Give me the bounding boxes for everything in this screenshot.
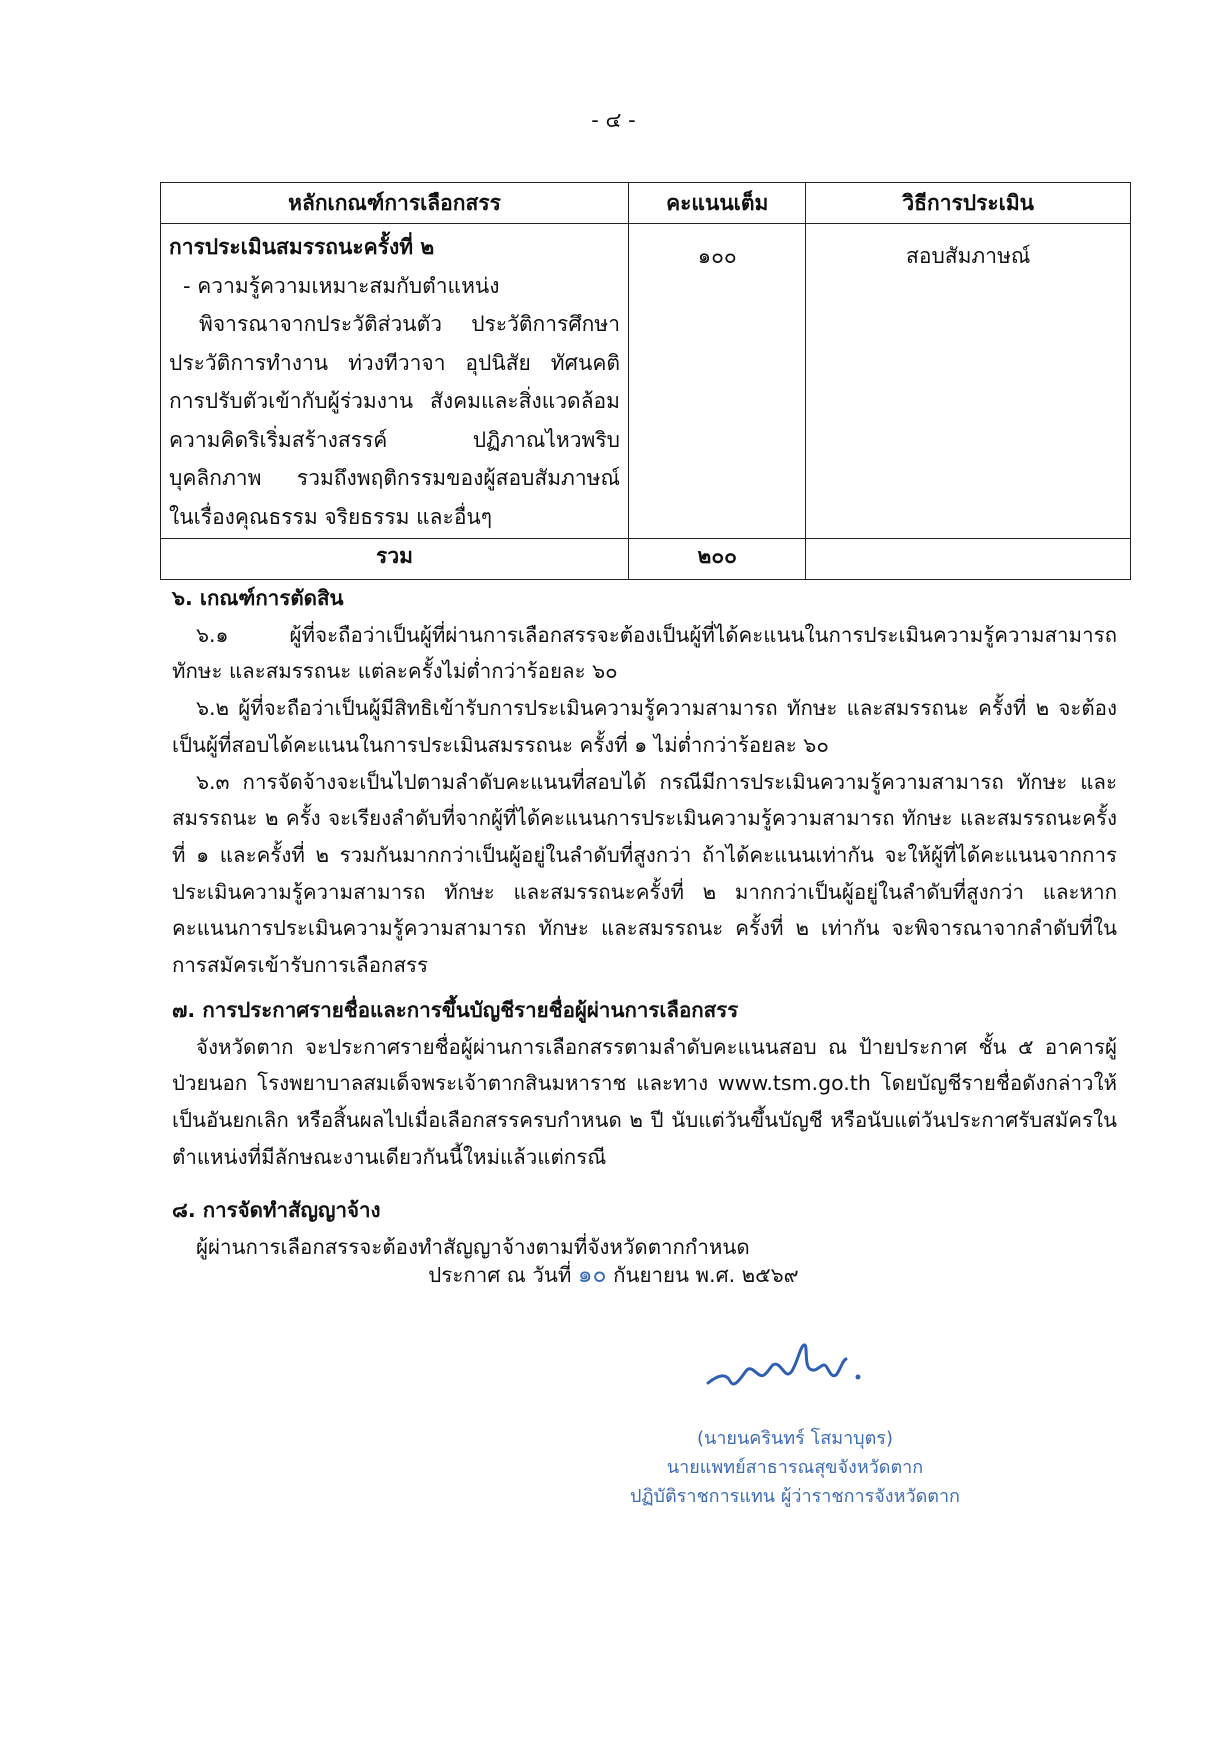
- signatory-title-1: นายแพทย์สาธารณสุขจังหวัดตาก: [666, 1457, 924, 1478]
- signatory-title-2: ปฏิบัติราชการแทน ผู้ว่าราชการจังหวัดตาก: [630, 1486, 960, 1507]
- section-8-title: ๘. การจัดทำสัญญาจ้าง: [172, 1198, 381, 1222]
- announcement-prefix: ประกาศ ณ วันที่: [428, 1263, 572, 1287]
- announcement-suffix: กันยายน พ.ศ. ๒๕๖๙: [613, 1263, 799, 1287]
- section-7-paragraph: จังหวัดตาก จะประกาศรายชื่อผู้ผ่านการเลือกสรรตามลำดับคะแนนสอบ ณ ป้ายประกาศ ชั้น ๕ อาคารผู้ป่วยนอก โรงพยาบาลสมเด็จพระเจ้าตากสินมหาราช และทาง www.tsm.go.th โดยบัญชีรายชื่อดังกล่าวให้เป็นอันยกเลิก หรือสิ้นผลไปเมื่อเลือกสรรครบกำหนด ๒ ปี นับแต่วันขึ้นบัญชี หรือนับแต่วันประกาศรับสมัครในตำแหน่งที่มีลักษณะงานเดียวกันนี้ใหม่แล้วแต่กรณี: [172, 1034, 1117, 1169]
- criteria-item: - ความรู้ความเหมาะสมกับตำแหน่ง: [183, 273, 500, 298]
- criteria-cell: [161, 224, 629, 539]
- section-6: [172, 580, 1117, 984]
- section-6-title: ๖. เกณฑ์การตัดสิน: [172, 586, 344, 610]
- criteria-table: [160, 182, 1131, 580]
- header-method: วิธีการประเมิน: [806, 183, 1131, 224]
- header-score: คะแนนเต็ม: [629, 183, 806, 224]
- header-criteria: หลักเกณฑ์การเลือกสรร: [161, 183, 629, 224]
- method-cell: สอบสัมภาษณ์: [806, 224, 1131, 539]
- signatory-name: (นายนครินทร์ โสมาบุตร): [697, 1428, 893, 1449]
- table-row: [161, 224, 1131, 539]
- page-number: - ๔ -: [591, 108, 636, 132]
- section-8: [172, 1192, 1117, 1265]
- section-6-2: ๖.๒ ผู้ที่จะถือว่าเป็นผู้มีสิทธิเข้ารับการประเมินความรู้ความสามารถ ทักษะ และสมรรถนะ ครั้งที่ ๒ จะต้องเป็นผู้ที่สอบได้คะแนนในการประเมินสมรรถนะ ครั้งที่ ๑ ไม่ต่ำกว่าร้อยละ ๖๐: [172, 696, 1117, 757]
- section-6-1: ๖.๑ ผู้ที่จะถือว่าเป็นผู้ที่ผ่านการเลือกสรรจะต้องเป็นผู้ที่ได้คะแนนในการประเมินความรู้ความสามารถ ทักษะ และสมรรถนะ แต่ละครั้งไม่ต่ำกว่าร้อยละ ๖๐: [172, 622, 1117, 684]
- section-7: [172, 992, 1117, 1176]
- total-score: ๒๐๐: [629, 539, 806, 580]
- signatory-block: [570, 1424, 1020, 1511]
- total-method-empty: [806, 539, 1131, 580]
- criteria-title: การประเมินสมรรถนะครั้งที่ ๒: [169, 235, 435, 259]
- announcement-day: ๑๐: [577, 1262, 607, 1288]
- section-6-3: ๖.๓ การจัดจ้างจะเป็นไปตามลำดับคะแนนที่สอบได้ กรณีมีการประเมินความรู้ความสามารถ ทักษะ และสมรรถนะ ๒ ครั้ง จะเรียงลำดับที่จากผู้ที่ได้คะแนนการประเมินความรู้ความสามารถ ทักษะ และสมรรถนะครั้งที่ ๑ และครั้งที่ ๒ รวมกันมากกว่าเป็นผู้อยู่ในลำดับที่สูงกว่า ถ้าได้คะแนนเท่ากัน จะให้ผู้ที่ได้คะแนนจากการประเมินความรู้ความสามารถ ทักษะ และสมรรถนะครั้งที่ ๒ มากกว่าเป็นผู้อยู่ในลำดับที่สูงกว่า และหากคะแนนการประเมินความรู้ความสามารถ ทักษะ และสมรรถนะ ครั้งที่ ๒ เท่ากัน จะพิจารณาจากลำดับที่ในการสมัครเข้ารับการเลือกสรร: [172, 769, 1117, 978]
- criteria-description: พิจารณาจากประวัติส่วนตัว ประวัติการศึกษา ประวัติการทำงาน ท่วงทีวาจา อุปนิสัย ทัศนคติ การปรับตัวเข้ากับผู้ร่วมงาน สังคมและสิ่งแวดล้อม ความคิดริเริ่มสร้างสรรค์ ปฏิภาณไหวพริบ บุคลิกภาพ รวมถึงพฤติกรรมของผู้สอบสัมภาษณ์ ในเรื่องคุณธรรม จริยธรรม และอื่นๆ: [169, 312, 621, 529]
- section-8-paragraph: ผู้ผ่านการเลือกสรรจะต้องทำสัญญาจ้างตามที่จังหวัดตากกำหนด: [196, 1234, 750, 1259]
- total-row: [161, 539, 1131, 580]
- section-7-title: ๗. การประกาศรายชื่อและการขึ้นบัญชีรายชื่อผู้ผ่านการเลือกสรร: [172, 998, 739, 1022]
- score-cell: ๑๐๐: [629, 224, 806, 539]
- handwritten-signature: [700, 1335, 870, 1405]
- total-label: รวม: [161, 539, 629, 580]
- announcement-line: [0, 1257, 1227, 1293]
- table-header-row: [161, 183, 1131, 224]
